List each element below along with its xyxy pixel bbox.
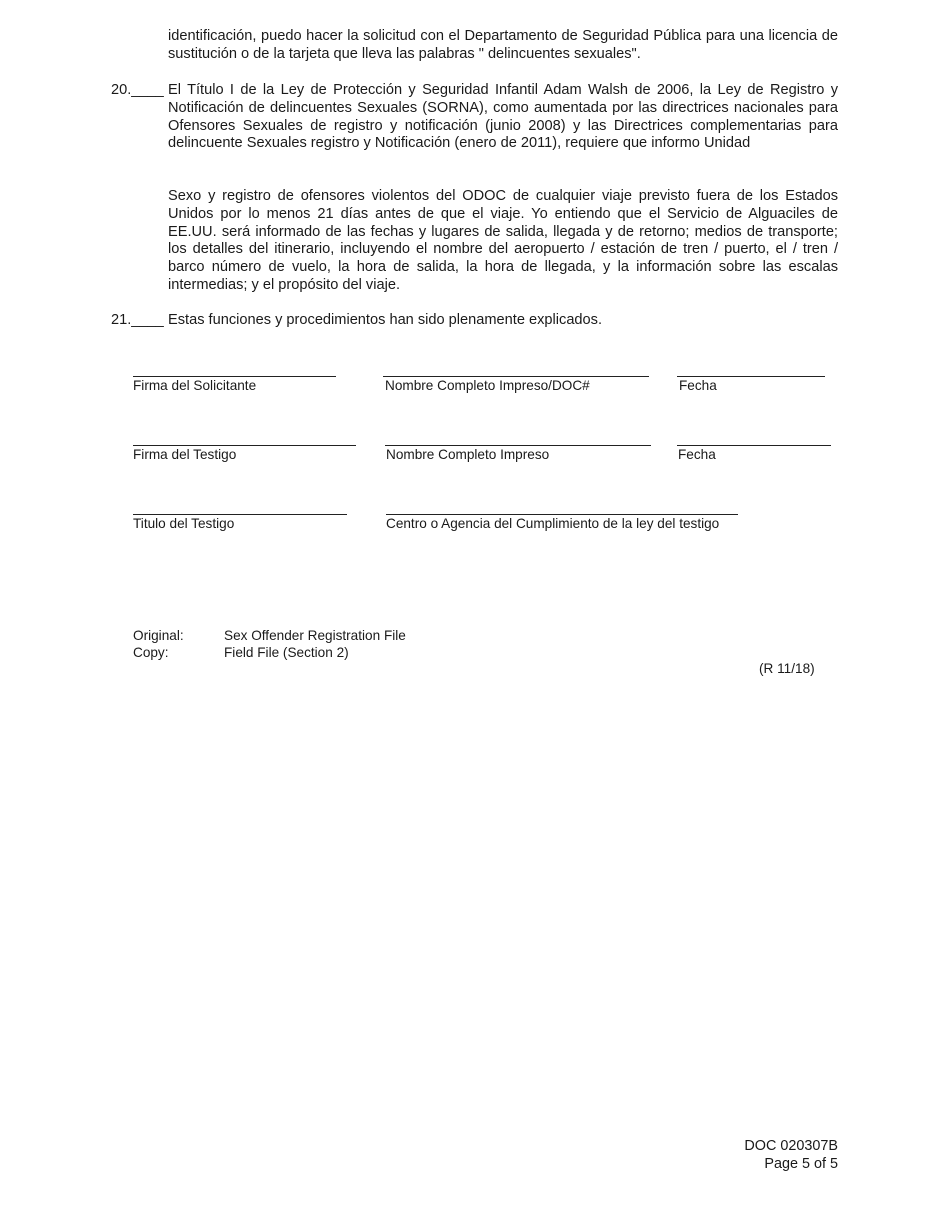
witness-title-label: Titulo del Testigo [133, 516, 235, 531]
distribution-copy-value: Field File (Section 2) [224, 645, 349, 660]
intro-paragraph: identificación, puedo hacer la solicitud con el Departamento de Seguridad Pública para una licencia de sustitución o de la tarjeta que lleva las palabras " delincuentes sexuales". [168, 28, 838, 62]
witness-name-label: Nombre Completo Impreso [386, 447, 550, 462]
witness-date-label: Fecha [678, 447, 716, 462]
witness-date-line[interactable] [677, 445, 831, 446]
item-20-continuation: Sexo y registro de ofensores violentos del ODOC de cualquier viaje previsto fuera de los Estados Unidos por lo menos 21 días antes de que el viaje. Yo entiendo que el Servicio de Alguaciles de EE.UU. será informado de las fechas y lugares de salida, llegada y de retorno; medios de transporte; los detalles del itinerario, incluyendo el nombre del aeropuerto / estación de tren / puerto, el / tren / barco número de vuelo, la hora de salida, la hora de llegada, y la información sobre las escalas intermedias; y el propósito del viaje. [168, 188, 838, 293]
item-21-number: 21.____ [111, 312, 164, 328]
witness-agency-label: Centro o Agencia del Cumplimiento de la ley del testigo [386, 516, 720, 531]
applicant-name-label: Nombre Completo Impreso/DOC# [385, 378, 590, 393]
page-indicator: Page 5 of 5 [764, 1156, 838, 1172]
applicant-signature-line[interactable] [133, 376, 336, 377]
item-21-text: Estas funciones y procedimientos han sido plenamente explicados. [168, 312, 603, 328]
witness-title-line[interactable] [133, 514, 347, 515]
applicant-name-line[interactable] [383, 376, 649, 377]
item-20-text: El Título I de la Ley de Protección y Seguridad Infantil Adam Walsh de 2006, la Ley de Registro y Notificación de delincuentes Sexuales (SORNA), como aumentada por las directrices nacionales para Ofensores Sexuales de registro y notificación (junio 2008) y las Directrices complementarias para delincuente Sexuales registro y Notificación (enero de 2011), requiere que informo Unidad [168, 82, 838, 152]
applicant-signature-label: Firma del Solicitante [133, 378, 257, 393]
witness-agency-line[interactable] [386, 514, 738, 515]
distribution-copy-label: Copy: [133, 645, 169, 660]
witness-signature-label: Firma del Testigo [133, 447, 237, 462]
witness-name-line[interactable] [385, 445, 651, 446]
distribution-original-label: Original: [133, 628, 184, 643]
witness-signature-line[interactable] [133, 445, 356, 446]
revision-code: (R 11/18) [759, 661, 815, 676]
applicant-date-line[interactable] [677, 376, 825, 377]
applicant-date-label: Fecha [679, 378, 717, 393]
item-20-number: 20.____ [111, 82, 164, 98]
form-number: DOC 020307B [744, 1138, 838, 1154]
distribution-original-value: Sex Offender Registration File [224, 628, 406, 643]
